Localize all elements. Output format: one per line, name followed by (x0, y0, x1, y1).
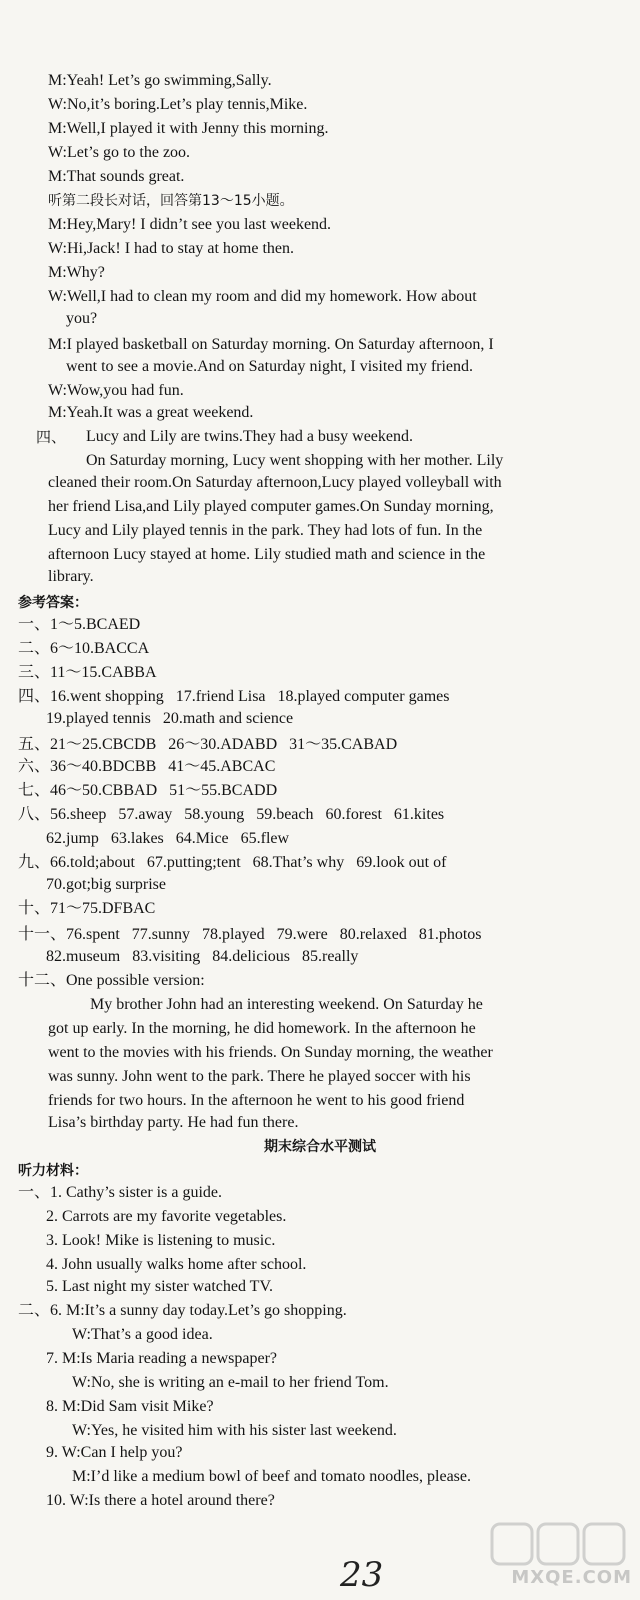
listening-line: 9. W:Can I help you? (46, 1444, 183, 1461)
answer-line: 62.jump 63.lakes 64.Mice 65.flew (46, 830, 290, 847)
essay-line: My brother John had an interesting weekend. On Saturday he (90, 996, 483, 1013)
passage-line: library. (48, 568, 94, 585)
answer-line: 十二、One possible version: (18, 972, 205, 989)
answer-line: 82.museum 83.visiting 84.delicious 85.really (46, 948, 359, 965)
watermark-url: MXQE.COM (511, 1567, 632, 1588)
listening-line: W:Yes, he visited him with his sister last weekend. (72, 1422, 397, 1439)
dialog-line: W:Hi,Jack! I had to stay at home then. (48, 240, 294, 257)
passage-line: Lucy and Lily are twins.They had a busy weekend. (86, 428, 414, 445)
dialog-line: W:Well,I had to clean my room and did my homework. How about (48, 288, 477, 305)
answer-line: 五、21～25.CBCDB 26～30.ADABD 31～35.CABAD (18, 736, 398, 753)
essay-line: was sunny. John went to the park. There he played soccer with his (48, 1068, 471, 1085)
dialog-line: M:Why? (48, 264, 105, 281)
listening-line: W:That’s a good idea. (72, 1326, 213, 1343)
listening-line: 7. M:Is Maria reading a newspaper? (46, 1350, 278, 1367)
dialog-line: W:Wow,you had fun. (48, 382, 184, 399)
listening-line: W:No, she is writing an e-mail to her friend Tom. (72, 1374, 389, 1391)
essay-line: Lisa’s birthday party. He had fun there. (48, 1114, 299, 1131)
page-number: 23 (340, 1555, 384, 1595)
dialog-line: W:Let’s go to the zoo. (48, 144, 191, 161)
listening-line: 10. W:Is there a hotel around there? (46, 1492, 275, 1509)
listening-line: M:I’d like a medium bowl of beef and tomato noodles, please. (72, 1468, 472, 1485)
listening-line: 2. Carrots are my favorite vegetables. (46, 1208, 287, 1225)
answer-line: 70.got;big surprise (46, 876, 166, 893)
dialog-line: W:No,it’s boring.Let’s play tennis,Mike. (48, 96, 308, 113)
answer-line: 三、11～15.CABBA (18, 664, 157, 681)
answer-line: 二、6～10.BACCA (18, 640, 150, 657)
listening-line: 4. John usually walks home after school. (46, 1256, 307, 1273)
answer-line: 一、1～5.BCAED (18, 616, 141, 633)
dialog-line: went to see a movie.And on Saturday night, I visited my friend. (66, 358, 474, 375)
dialog-line: M:I played basketball on Saturday morning. On Saturday afternoon, I (48, 336, 494, 353)
answer-line: 十、71～75.DFBAC (18, 900, 156, 917)
listening-header: 听力材料： (18, 1163, 88, 1179)
passage-line: afternoon Lucy stayed at home. Lily studied math and science in the (48, 546, 486, 563)
listening-line: 二、6. M:It’s a sunny day today.Let’s go shopping. (18, 1302, 347, 1319)
listening-line: 3. Look! Mike is listening to music. (46, 1232, 276, 1249)
essay-line: went to the movies with his friends. On Sunday morning, the weather (48, 1044, 493, 1061)
dialog-line: M:Yeah.It was a great weekend. (48, 404, 254, 421)
answer-line: 八、56.sheep 57.away 58.young 59.beach 60.forest 61.kites (18, 806, 445, 823)
dialog-line: you? (66, 310, 98, 327)
listening-line: 一、1. Cathy’s sister is a guide. (18, 1184, 222, 1201)
passage-line: Lucy and Lily played tennis in the park. They had lots of fun. In the (48, 522, 483, 539)
answer-line: 十一、76.spent 77.sunny 78.played 79.were 80.relaxed 81.photos (18, 926, 482, 943)
dialog-line: M:Well,I played it with Jenny this morning. (48, 120, 329, 137)
watermark (482, 1518, 632, 1594)
passage-line: On Saturday morning, Lucy went shopping with her mother. Lily (86, 452, 504, 469)
listening-line: 5. Last night my sister watched TV. (46, 1278, 273, 1295)
passage-line: cleaned their room.On Saturday afternoon,Lucy played volleyball with (48, 474, 502, 491)
dialog-line: M:Yeah! Let’s go swimming,Sally. (48, 72, 272, 89)
listening-line: 8. M:Did Sam visit Mike? (46, 1398, 214, 1415)
answer-line: 九、66.told;about 67.putting;tent 68.That’s why 69.look out of (18, 854, 447, 871)
answer-line: 七、46～50.CBBAD 51～55.BCADD (18, 782, 278, 799)
passage-line: her friend Lisa,and Lily played computer games.On Sunday morning, (48, 498, 494, 515)
dialog-line: M:Hey,Mary! I didn’t see you last weekend. (48, 216, 332, 233)
answer-line: 19.played tennis 20.math and science (46, 710, 294, 727)
section-title: 期末综合水平测试 (264, 1139, 376, 1155)
essay-line: got up early. In the morning, he did homework. In the afternoon he (48, 1020, 476, 1037)
answer-line: 六、36～40.BDCBB 41～45.ABCAC (18, 758, 276, 775)
dialog-line: M:That sounds great. (48, 168, 185, 185)
answer-line: 四、16.went shopping 17.friend Lisa 18.played computer games (18, 688, 450, 705)
essay-line: friends for two hours. In the afternoon he went to his good friend (48, 1092, 465, 1109)
part4-label: 四、 (36, 428, 67, 446)
section-header: 听第二段长对话，回答第13～15小题。 (48, 193, 294, 209)
answers-header: 参考答案： (18, 595, 88, 611)
